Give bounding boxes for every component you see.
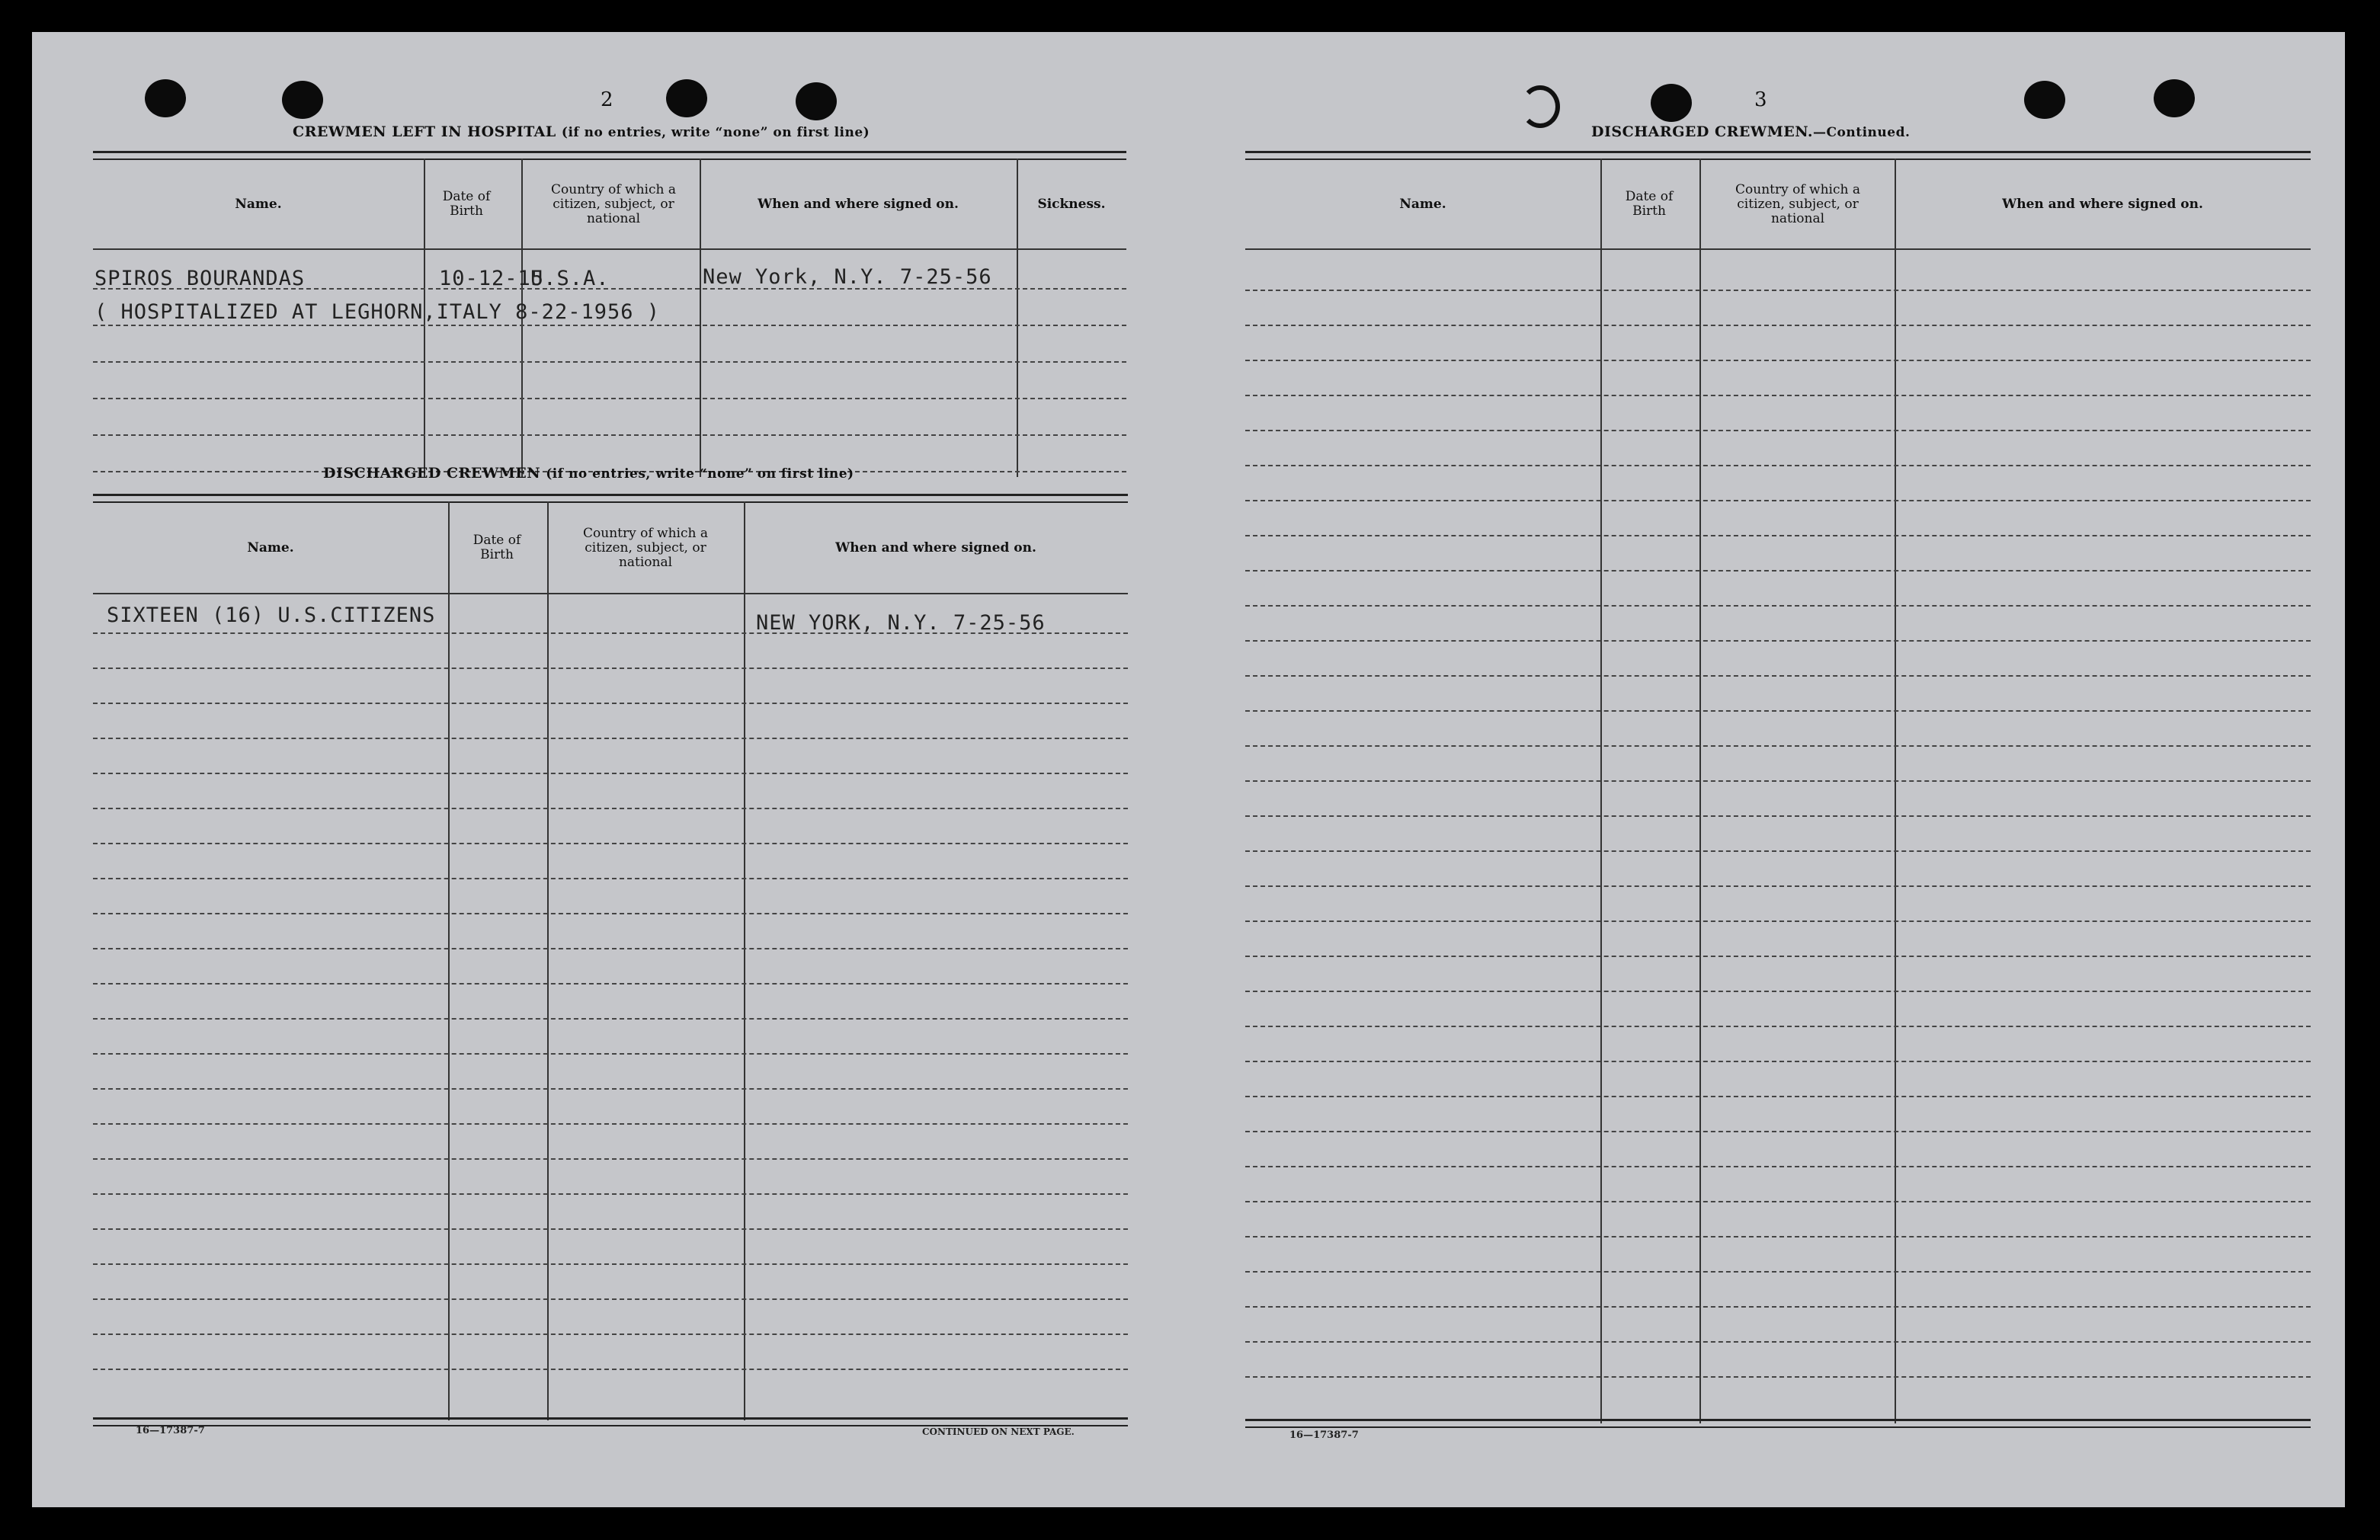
right-title-suffix: —Continued. <box>1813 125 1911 140</box>
entry-line <box>93 703 1128 704</box>
column-divider <box>448 501 450 1420</box>
entry-line <box>1245 1341 2311 1343</box>
entry-line <box>1245 360 2311 361</box>
entry-line <box>1245 991 2311 992</box>
entry-line <box>93 843 1128 844</box>
entry-line <box>93 983 1128 985</box>
column-divider <box>547 501 549 1420</box>
hospital-entry-name: SPIROS BOURANDAS <box>94 267 306 290</box>
col-header-country: Country of which a citizen, subject, or national <box>583 525 708 570</box>
entry-line <box>1245 920 2311 922</box>
col-header-country: Country of which a citizen, subject, or national <box>551 181 676 226</box>
punch-hole <box>1520 85 1560 128</box>
entry-line <box>93 948 1128 949</box>
page-number-left: 2 <box>601 88 613 111</box>
column-divider <box>1895 158 1896 1423</box>
entry-line <box>93 1298 1128 1300</box>
hospital-title-note: (if no entries, write “none” on first line) <box>561 125 870 140</box>
entry-line <box>1245 1061 2311 1062</box>
column-divider <box>744 501 745 1420</box>
entry-line <box>93 1193 1128 1195</box>
right-section-title <box>1591 123 1910 140</box>
entry-line <box>1245 885 2311 887</box>
entry-line <box>1245 850 2311 852</box>
entry-line <box>93 1053 1128 1055</box>
right-title-text: DISCHARGED CREWMEN. <box>1591 123 1814 140</box>
entry-line <box>93 325 1126 326</box>
entry-line <box>93 668 1128 669</box>
punch-hole <box>145 79 186 117</box>
discharged-title-text: DISCHARGED CREWMEN <box>323 465 541 482</box>
entry-line <box>1245 535 2311 536</box>
col-header-dob: Date of Birth <box>1625 189 1674 219</box>
table-bottom-rule <box>93 1417 1128 1426</box>
entry-line <box>1245 956 2311 957</box>
form-number-right: 16—17387-7 <box>1289 1430 1359 1441</box>
col-header-dob: Date of Birth <box>442 189 491 219</box>
entry-line <box>1245 780 2311 782</box>
entry-line <box>1245 1026 2311 1027</box>
entry-line <box>93 1123 1128 1125</box>
discharged-entry-signed-on: NEW YORK, N.Y. 7-25-56 <box>756 611 1046 635</box>
col-header-sickness: Sickness. <box>1037 196 1106 212</box>
entry-line <box>93 738 1128 739</box>
punch-hole <box>796 82 837 120</box>
punch-hole <box>1651 84 1692 122</box>
entry-line <box>93 1369 1128 1370</box>
entry-line <box>1245 1096 2311 1097</box>
document-sheet <box>32 32 2345 1507</box>
header-bottom-rule <box>1245 248 2311 250</box>
entry-line <box>1245 605 2311 607</box>
discharged-table <box>93 494 1128 1425</box>
table-top-rule <box>93 151 1126 160</box>
col-header-signed-on: When and where signed on. <box>758 196 959 212</box>
col-header-name: Name. <box>235 196 282 212</box>
entry-line <box>1245 395 2311 396</box>
entry-line <box>93 1333 1128 1335</box>
discharged-entry-name: SIXTEEN (16) U.S.CITIZENS <box>107 604 436 627</box>
entry-line <box>93 808 1128 809</box>
discharged-section-title <box>323 465 854 482</box>
entry-line <box>93 1263 1128 1265</box>
entry-line <box>1245 430 2311 431</box>
form-number-left: 16—17387-7 <box>136 1425 205 1436</box>
entry-line <box>1245 1166 2311 1167</box>
col-header-country: Country of which a citizen, subject, or national <box>1735 181 1860 226</box>
entry-line <box>1245 570 2311 571</box>
entry-line <box>93 398 1126 399</box>
entry-line <box>93 913 1128 914</box>
entry-line <box>1245 1201 2311 1202</box>
entry-line <box>93 773 1128 774</box>
entry-line <box>1245 1306 2311 1308</box>
column-divider <box>1600 158 1602 1423</box>
discharged-title-note: (if no entries, write “none” on first line) <box>546 466 854 482</box>
col-header-dob: Date of Birth <box>472 533 521 562</box>
entry-line <box>1245 745 2311 747</box>
col-header-name: Name. <box>247 539 294 555</box>
table-bottom-rule <box>1245 1419 2311 1428</box>
table-top-rule <box>1245 151 2311 160</box>
entry-line <box>1245 675 2311 677</box>
entry-line <box>1245 1236 2311 1237</box>
entry-line <box>1245 640 2311 642</box>
hospital-entry-country: U.S.A. <box>530 267 610 290</box>
header-bottom-rule <box>93 248 1126 250</box>
entry-line <box>1245 1131 2311 1132</box>
continued-note: CONTINUED ON NEXT PAGE. <box>922 1426 1075 1437</box>
entry-line <box>93 1018 1128 1020</box>
col-header-signed-on: When and where signed on. <box>835 539 1036 555</box>
entry-line <box>93 361 1126 363</box>
entry-line <box>1245 290 2311 291</box>
entry-line <box>1245 710 2311 712</box>
hospital-entry-note: ( HOSPITALIZED AT LEGHORN,ITALY 8-22-1956 ) <box>94 300 660 324</box>
entry-line <box>93 878 1128 879</box>
hospital-title-text: CREWMEN LEFT IN HOSPITAL <box>293 123 556 140</box>
hospital-table <box>93 151 1126 479</box>
table-top-rule <box>93 494 1128 503</box>
entry-line <box>1245 500 2311 501</box>
entry-line <box>93 434 1126 436</box>
entry-line <box>1245 465 2311 466</box>
header-bottom-rule <box>93 593 1128 594</box>
punch-hole <box>2154 79 2195 117</box>
entry-line <box>93 1158 1128 1160</box>
col-header-name: Name. <box>1399 196 1446 212</box>
hospital-entry-signed-on: New York, N.Y. 7-25-56 <box>703 265 992 289</box>
entry-line <box>1245 1376 2311 1378</box>
column-divider <box>1699 158 1701 1423</box>
entry-line <box>1245 815 2311 817</box>
entry-line <box>1245 325 2311 326</box>
entry-line <box>93 1228 1128 1230</box>
hospital-section-title <box>293 123 870 140</box>
hospital-entry-dob: 10-12-15 <box>439 267 545 290</box>
page-number-right: 3 <box>1754 88 1767 111</box>
punch-hole <box>2024 81 2065 119</box>
entry-line <box>93 1088 1128 1090</box>
col-header-signed-on: When and where signed on. <box>2002 196 2203 212</box>
punch-hole <box>666 79 707 117</box>
punch-hole <box>282 81 323 119</box>
entry-line <box>1245 1271 2311 1273</box>
discharged-continued-table <box>1245 151 2311 1428</box>
